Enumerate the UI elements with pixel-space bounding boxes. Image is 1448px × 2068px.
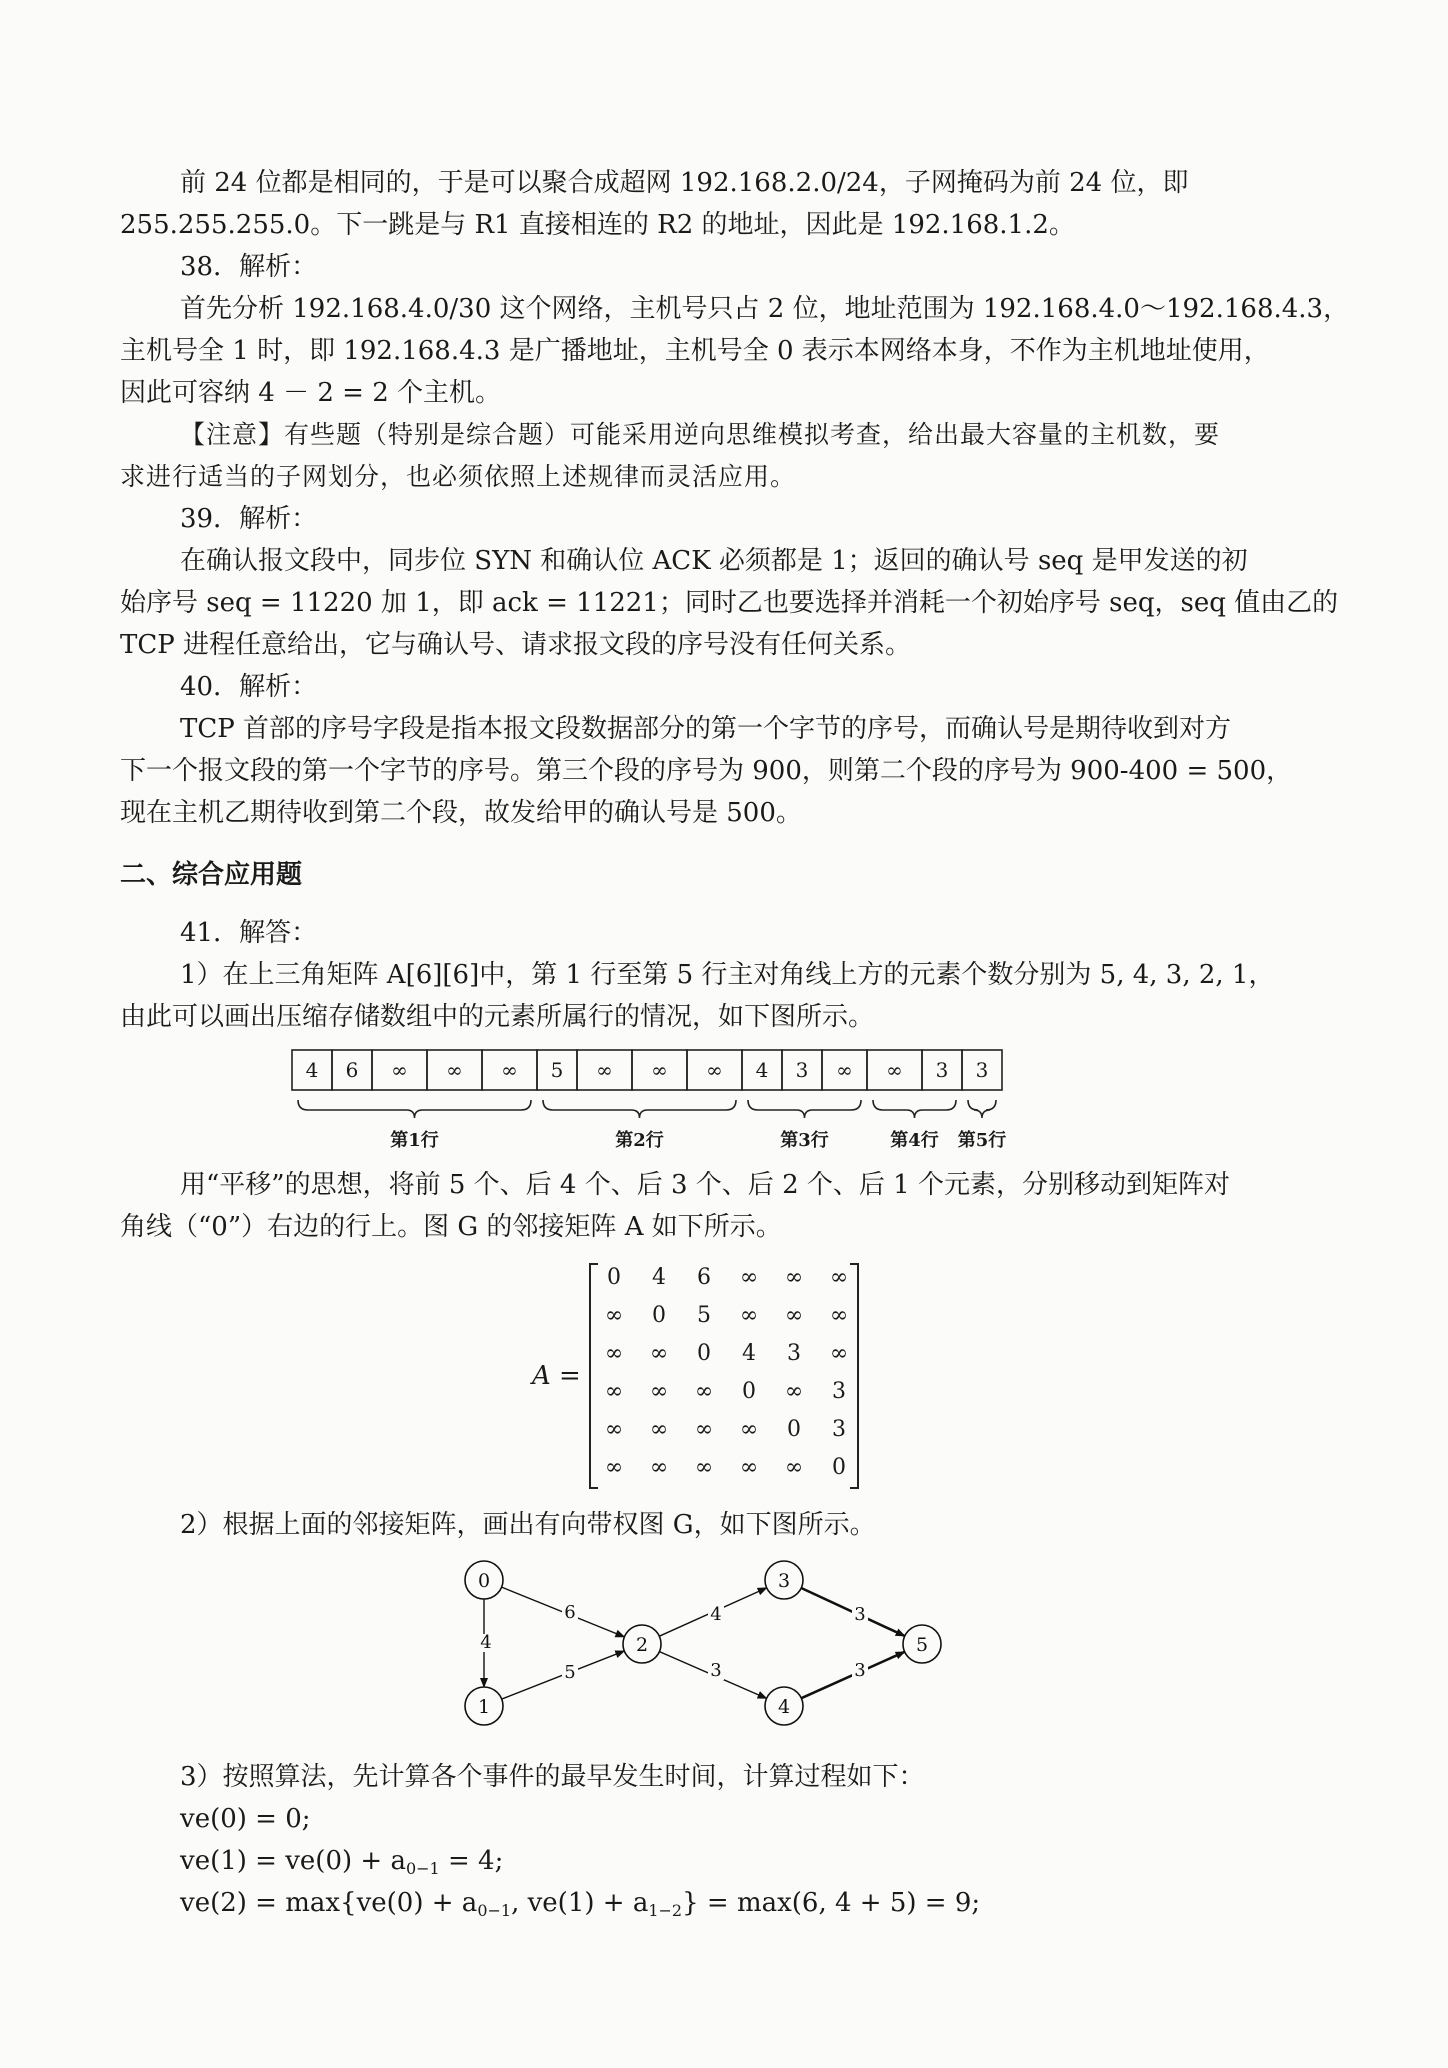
row-group-brace <box>968 1100 996 1118</box>
matrix-cell: ∞ <box>649 1379 669 1404</box>
matrix-cell: ∞ <box>694 1379 714 1404</box>
paragraph-line: 角线（“0”）右边的行上。图 G 的邻接矩阵 A 如下所示。 <box>120 1212 782 1242</box>
question-heading: 38．解析： <box>180 252 318 282</box>
matrix-cell: ∞ <box>604 1379 624 1404</box>
paragraph-line: TCP 进程任意给出，它与确认号、请求报文段的序号没有任何关系。 <box>120 630 911 660</box>
question-heading: 41．解答： <box>180 918 318 948</box>
matrix-cell: ∞ <box>694 1455 714 1480</box>
paragraph-line: 前 24 位都是相同的，于是可以聚合成超网 192.168.2.0/24，子网掩码为前 24 位，即 <box>180 168 1189 198</box>
array-cell-value: 3 <box>975 1058 989 1082</box>
paragraph-line: 由此可以画出压缩存储数组中的元素所属行的情况，如下图所示。 <box>120 1002 875 1032</box>
adjacency-matrix <box>530 1260 890 1492</box>
matrix-cell: ∞ <box>784 1303 804 1328</box>
matrix-cell: ∞ <box>784 1455 804 1480</box>
paragraph-line: 255.255.255.0。下一跳是与 R1 直接相连的 R2 的地址，因此是 192.168.1.2。 <box>120 210 1075 240</box>
row-group-brace <box>873 1100 956 1118</box>
note-line: 求进行适当的子网划分，也必须依照上述规律而灵活应用。 <box>120 462 797 491</box>
formula-text: } = max(6, 4 + 5) = 9; <box>682 1888 981 1918</box>
edge-weight-label: 3 <box>854 1660 866 1681</box>
matrix-cell: 6 <box>697 1265 711 1290</box>
paragraph-line: 因此可容纳 4 － 2 = 2 个主机。 <box>120 378 501 408</box>
graph-node-label: 5 <box>915 1634 929 1656</box>
graph-node-label: 0 <box>477 1570 491 1592</box>
array-cell-value: ∞ <box>836 1058 853 1082</box>
weighted-graph <box>440 1556 960 1746</box>
matrix-cell: ∞ <box>604 1303 624 1328</box>
graph-node-label: 2 <box>635 1634 649 1656</box>
paragraph-line: 在确认报文段中，同步位 SYN 和确认位 ACK 必须都是 1；返回的确认号 seq 是甲发送的初 <box>180 546 1248 576</box>
matrix-right-bracket <box>850 1264 858 1488</box>
edge-weight-label: 6 <box>564 1602 576 1623</box>
array-cell-value: ∞ <box>706 1058 723 1082</box>
matrix-cell: 3 <box>832 1417 846 1442</box>
array-cell-value: ∞ <box>446 1058 463 1082</box>
row-group-label: 第1行 <box>390 1130 439 1151</box>
edge-weight-label: 3 <box>854 1604 866 1625</box>
formula-line <box>180 1844 1448 1886</box>
matrix-cell: 5 <box>697 1303 711 1328</box>
matrix-cell: 0 <box>832 1455 846 1480</box>
array-cell-value: 4 <box>305 1058 319 1082</box>
paragraph-line: TCP 首部的序号字段是指本报文段数据部分的第一个字节的序号，而确认号是期待收到对方 <box>180 714 1231 744</box>
paragraph-line: 主机号全 1 时，即 192.168.4.3 是广播地址，主机号全 0 表示本网络本身，不作为主机地址使用， <box>120 336 1270 366</box>
note-line: 【注意】有些题（特别是综合题）可能采用逆向思维模拟考查，给出最大容量的主机数，要 <box>180 420 1221 449</box>
matrix-cell: ∞ <box>829 1303 849 1328</box>
formula-text: , ve(1) + a <box>511 1888 649 1918</box>
edge-weight-label: 4 <box>480 1632 492 1653</box>
matrix-cell: ∞ <box>739 1455 759 1480</box>
question-heading: 40．解析： <box>180 672 318 702</box>
row-group-brace <box>543 1100 736 1118</box>
formula-text: ve(1) = ve(0) + a <box>180 1846 406 1876</box>
matrix-cell: ∞ <box>829 1341 849 1366</box>
matrix-cell: 0 <box>742 1379 756 1404</box>
section-heading: 二、综合应用题 <box>120 860 303 890</box>
row-group-label: 第3行 <box>780 1130 829 1151</box>
matrix-cell: ∞ <box>649 1417 669 1442</box>
matrix-cell: ∞ <box>604 1341 624 1366</box>
array-cell-value: 5 <box>550 1058 564 1082</box>
matrix-cell: 0 <box>787 1417 801 1442</box>
array-cell-value: 6 <box>345 1058 359 1082</box>
matrix-cell: ∞ <box>649 1341 669 1366</box>
graph-node-label: 3 <box>777 1570 791 1592</box>
paragraph-line: 1）在上三角矩阵 A[6][6]中，第 1 行至第 5 行主对角线上方的元素个数分别为 5, 4, 3, 2, 1， <box>180 960 1275 990</box>
paragraph-line: 3）按照算法，先计算各个事件的最早发生时间，计算过程如下： <box>180 1762 925 1792</box>
row-group-label: 第2行 <box>615 1130 664 1151</box>
formula-subscript: 0−1 <box>405 1859 440 1878</box>
matrix-cell: ∞ <box>784 1265 804 1290</box>
formula-text: = 4; <box>439 1846 504 1876</box>
formula-text: ve(2) = max{ve(0) + a <box>180 1888 478 1918</box>
matrix-cell: 0 <box>607 1265 621 1290</box>
matrix-cell: 4 <box>742 1341 756 1366</box>
compressed-array-figure <box>290 1048 1120 1158</box>
matrix-cell: ∞ <box>694 1417 714 1442</box>
array-cell-value: ∞ <box>886 1058 903 1082</box>
edge-weight-label: 4 <box>710 1604 722 1625</box>
formula-subscript: 0−1 <box>477 1901 512 1920</box>
matrix-cell: 3 <box>832 1379 846 1404</box>
matrix-cell: ∞ <box>784 1379 804 1404</box>
array-cell-value: 3 <box>935 1058 949 1082</box>
matrix-left-bracket <box>590 1264 598 1488</box>
array-cell-value: 4 <box>755 1058 769 1082</box>
matrix-cell: ∞ <box>739 1417 759 1442</box>
paragraph-line: 现在主机乙期待收到第二个段，故发给甲的确认号是 500。 <box>120 798 802 828</box>
matrix-cell: ∞ <box>829 1265 849 1290</box>
matrix-cell: 0 <box>697 1341 711 1366</box>
matrix-label: A = <box>532 1361 581 1391</box>
array-cell-value: ∞ <box>501 1058 518 1082</box>
paragraph-line: 始序号 seq = 11220 加 1，即 ack = 11221；同时乙也要选择并消耗一个初始序号 seq，seq 值由乙的 <box>120 588 1339 618</box>
graph-node-label: 1 <box>477 1696 491 1718</box>
matrix-cell: ∞ <box>604 1455 624 1480</box>
array-cell-value: ∞ <box>596 1058 613 1082</box>
formula-subscript: 1−2 <box>648 1901 683 1920</box>
array-cell-value: 3 <box>795 1058 809 1082</box>
paragraph-line: 用“平移”的思想，将前 5 个、后 4 个、后 3 个、后 2 个、后 1 个元素，分别移动到矩阵对 <box>180 1170 1230 1200</box>
paragraph-line: 2）根据上面的邻接矩阵，画出有向带权图 G，如下图所示。 <box>180 1510 876 1540</box>
edge-weight-label: 3 <box>710 1660 722 1681</box>
matrix-cell: 4 <box>652 1265 666 1290</box>
row-group-brace <box>748 1100 861 1118</box>
formula-line: ve(0) = 0; <box>180 1804 311 1834</box>
matrix-cell: 0 <box>652 1303 666 1328</box>
matrix-cell: ∞ <box>649 1455 669 1480</box>
array-cell-value: ∞ <box>651 1058 668 1082</box>
paragraph-line: 首先分析 192.168.4.0/30 这个网络，主机号只占 2 位，地址范围为 192.168.4.0～192.168.4.3， <box>180 294 1350 324</box>
question-heading: 39．解析： <box>180 504 318 534</box>
matrix-cell: ∞ <box>739 1265 759 1290</box>
row-group-label: 第4行 <box>890 1130 939 1151</box>
matrix-cell: ∞ <box>604 1417 624 1442</box>
formula-line <box>180 1886 1448 1928</box>
array-cell-value: ∞ <box>391 1058 408 1082</box>
row-group-label: 第5行 <box>957 1130 1007 1151</box>
paragraph-line: 下一个报文段的第一个字节的序号。第三个段的序号为 900，则第二个段的序号为 900-400 = 500， <box>120 756 1293 786</box>
matrix-cell: 3 <box>787 1341 801 1366</box>
graph-node-label: 4 <box>777 1696 791 1718</box>
row-group-brace <box>298 1100 531 1118</box>
matrix-cell: ∞ <box>739 1303 759 1328</box>
edge-weight-label: 5 <box>564 1662 576 1683</box>
